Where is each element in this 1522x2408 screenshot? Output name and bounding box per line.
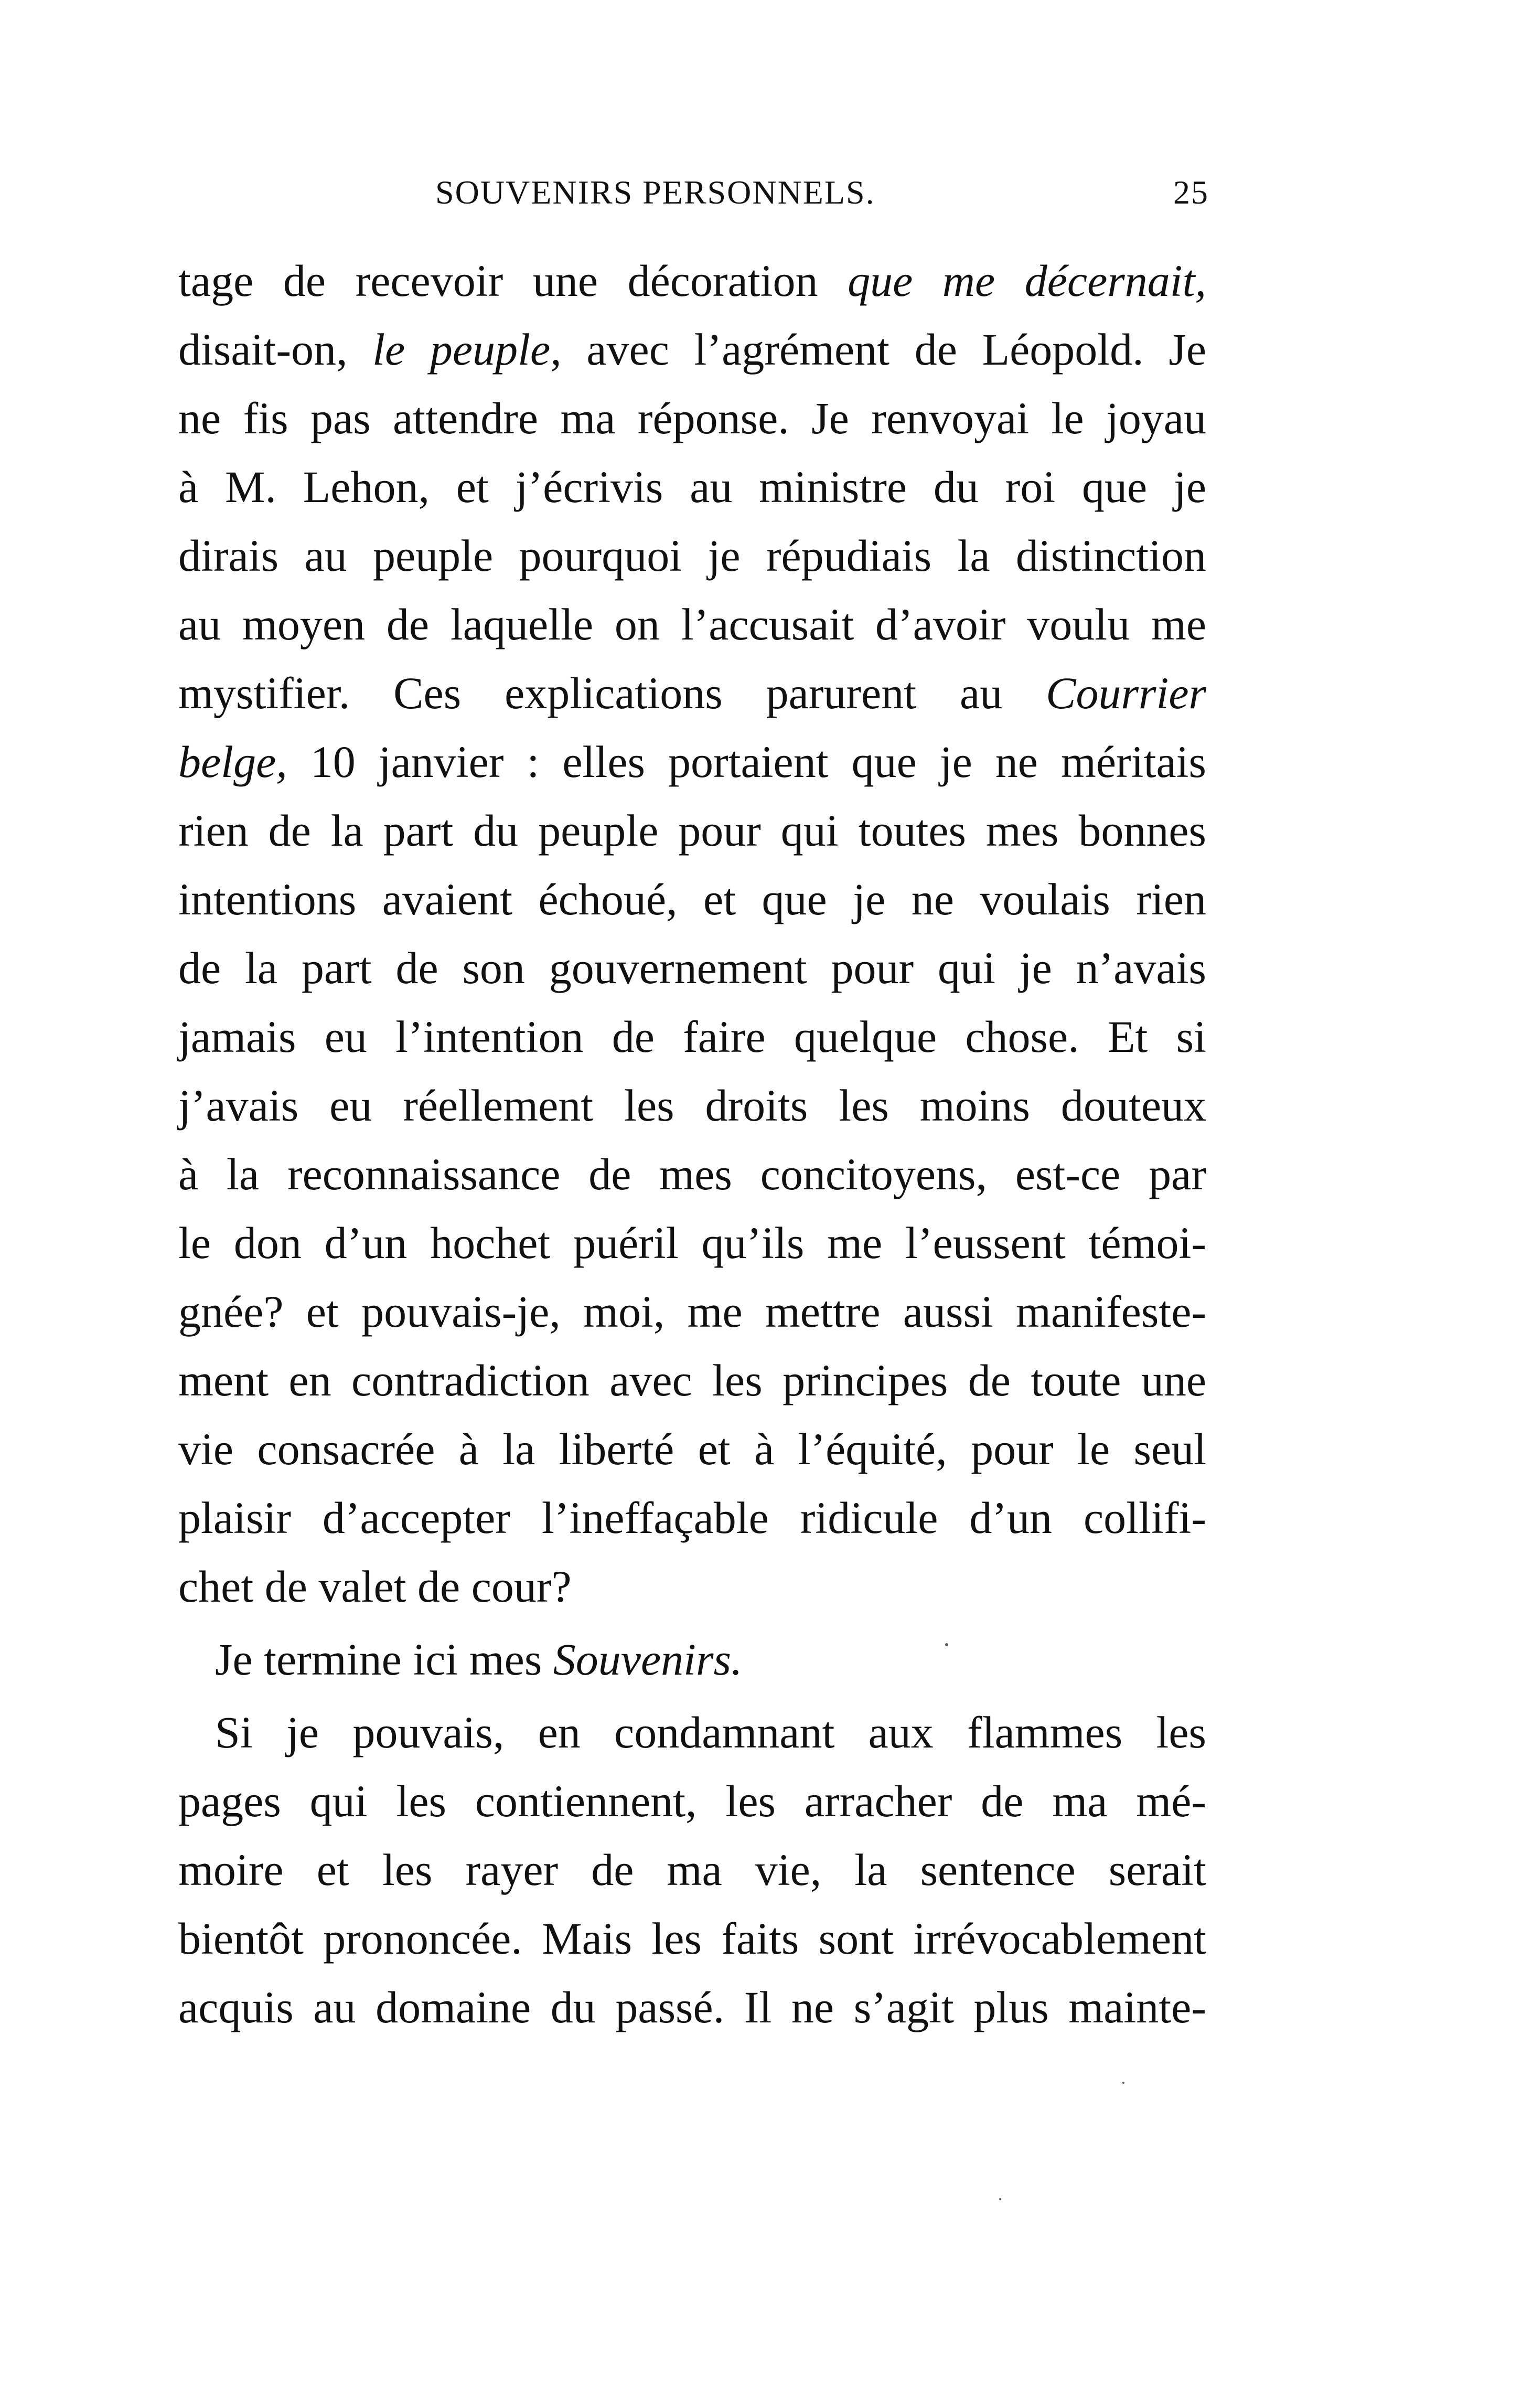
text-line: pages qui les contiennent, les arracher de ma mé-	[178, 1776, 1206, 1826]
text-line: vie consacrée à la liberté et à l’équité, pour le seul	[178, 1424, 1206, 1474]
text-line: ne fis pas attendre ma réponse. Je renvoyai le joyau	[178, 393, 1206, 443]
running-head	[435, 173, 1209, 220]
ink-speck	[999, 2198, 1001, 2200]
text-line: au moyen de laquelle on l’accusait d’avoir voulu me	[178, 599, 1206, 649]
paragraph-start-line: Si je pouvais, en condamnant aux flammes les	[215, 1707, 1206, 1757]
text-line: gnée? et pouvais-je, moi, me mettre aussi manifeste-	[178, 1286, 1206, 1337]
text-line: plaisir d’accepter l’ineffaçable ridicule d’un collifi-	[178, 1493, 1206, 1543]
ink-speck	[1122, 2082, 1124, 2084]
text-line: à la reconnaissance de mes concitoyens, est-ce par	[178, 1149, 1206, 1199]
text-line: mystifier. Ces explications parurent au Courrier	[178, 668, 1206, 718]
text-line: dirais au peuple pourquoi je répudiais la distinction	[178, 530, 1206, 581]
text-line: de la part de son gouvernement pour qui je n’avais	[178, 943, 1206, 993]
text-line: à M. Lehon, et j’écrivis au ministre du roi que je	[178, 462, 1206, 512]
text-line: bientôt prononcée. Mais les faits sont irrévocablement	[178, 1913, 1206, 1964]
page-number: 25	[1173, 174, 1209, 211]
text-line: disait-on, le peuple, avec l’agrément de Léopold. Je	[178, 324, 1206, 375]
text-line: intentions avaient échoué, et que je ne voulais rien	[178, 874, 1206, 924]
paragraph-end-line: chet de valet de cour?	[178, 1561, 572, 1612]
text-line: j’avais eu réellement les droits les moins douteux	[178, 1080, 1206, 1131]
text-line: acquis au domaine du passé. Il ne s’agit plus mainte-	[178, 1982, 1206, 2032]
running-title: SOUVENIRS PERSONNELS.	[435, 174, 875, 211]
text-line: rien de la part du peuple pour qui toutes mes bonnes	[178, 805, 1206, 856]
text-line: moire et les rayer de ma vie, la sentence serait	[178, 1845, 1206, 1895]
text-line: jamais eu l’intention de faire quelque chose. Et si	[178, 1011, 1206, 1062]
text-line: ment en contradiction avec les principes de toute une	[178, 1355, 1206, 1405]
text-line: le don d’un hochet puéril qu’ils me l’eussent témoi-	[178, 1218, 1206, 1268]
text-line: tage de recevoir une décoration que me décernait,	[178, 255, 1207, 306]
ink-speck	[945, 1643, 948, 1646]
body-text	[178, 247, 1206, 2042]
paragraph-line: Je termine ici mes Souvenirs.	[215, 1634, 743, 1685]
text-line: belge, 10 janvier : elles portaient que je ne méritais	[178, 737, 1206, 787]
